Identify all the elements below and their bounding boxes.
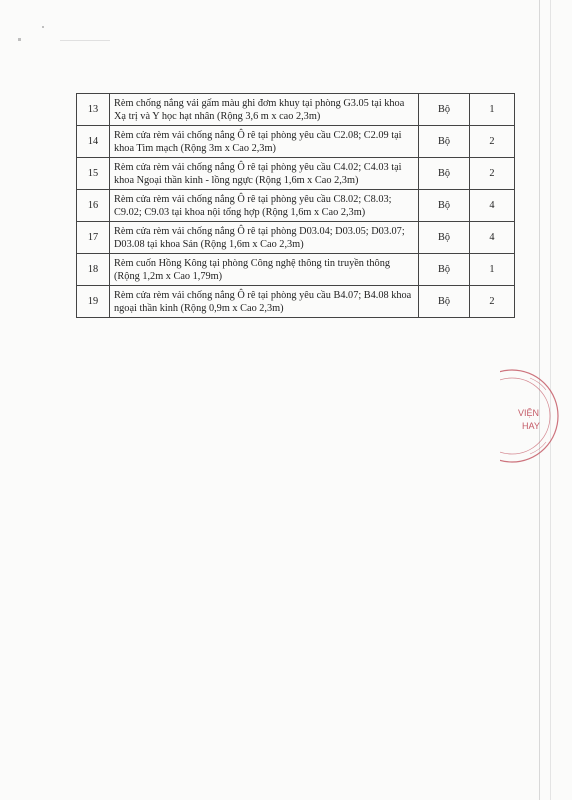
row-unit: Bộ xyxy=(419,94,470,126)
row-quantity: 2 xyxy=(470,126,515,158)
row-description: Rèm cửa rèm vải chống nắng Ô rê tại phòng yêu cầu B4.07; B4.08 khoa ngoại thần kinh (Rộng 0,9m x Cao 2,3m) xyxy=(110,286,419,318)
table-row xyxy=(77,222,515,254)
row-description: Rèm cửa rèm vải chống nắng Ô rê tại phòng yêu cầu C2.08; C2.09 tại khoa Tim mạch (Rộng 3m x Cao 2,3m) xyxy=(110,126,419,158)
row-number: 17 xyxy=(77,222,110,254)
seal-text-line2: HAY xyxy=(522,421,540,431)
row-description: Rèm cửa rèm vải chống nắng Ô rê tại phòng yêu cầu C4.02; C4.03 tại khoa Ngoại thần kinh - lồng ngực (Rộng 1,6m x Cao 2,3m) xyxy=(110,158,419,190)
items-table xyxy=(76,93,515,318)
row-unit: Bộ xyxy=(419,158,470,190)
seal-stamp xyxy=(500,368,570,464)
row-quantity: 4 xyxy=(470,190,515,222)
row-quantity: 2 xyxy=(470,158,515,190)
row-number: 15 xyxy=(77,158,110,190)
row-description: Rèm cuốn Hồng Kông tại phòng Công nghệ thông tin truyền thông (Rộng 1,2m x Cao 1,79m) xyxy=(110,254,419,286)
row-description: Rèm cửa rèm vải chống nắng Ô rê tại phòng yêu cầu C8.02; C8.03; C9.02; C9.03 tại khoa nội tổng hợp (Rộng 1,6m x Cao 2,3m) xyxy=(110,190,419,222)
table-row xyxy=(77,94,515,126)
row-unit: Bộ xyxy=(419,126,470,158)
table-row xyxy=(77,254,515,286)
row-unit: Bộ xyxy=(419,190,470,222)
table-row xyxy=(77,286,515,318)
row-quantity: 1 xyxy=(470,254,515,286)
row-unit: Bộ xyxy=(419,286,470,318)
row-unit: Bộ xyxy=(419,254,470,286)
table-row xyxy=(77,190,515,222)
row-unit: Bộ xyxy=(419,222,470,254)
row-quantity: 4 xyxy=(470,222,515,254)
scan-mark xyxy=(60,40,110,41)
row-quantity: 1 xyxy=(470,94,515,126)
seal-text-line1: VIỆN xyxy=(518,408,540,418)
row-number: 18 xyxy=(77,254,110,286)
row-quantity: 2 xyxy=(470,286,515,318)
scan-mark xyxy=(42,26,44,28)
row-number: 13 xyxy=(77,94,110,126)
row-number: 16 xyxy=(77,190,110,222)
table-row xyxy=(77,158,515,190)
row-number: 19 xyxy=(77,286,110,318)
row-number: 14 xyxy=(77,126,110,158)
row-description: Rèm chống nắng vải gấm màu ghi đơm khuy tại phòng G3.05 tại khoa Xạ trị và Y học hạt nhân (Rộng 3,6 m x cao 2,3m) xyxy=(110,94,419,126)
row-description: Rèm cửa rèm vải chống nắng Ô rê tại phòng D03.04; D03.05; D03.07; D03.08 tại khoa Sản (Rộng 1,6m x Cao 2,3m) xyxy=(110,222,419,254)
scan-mark xyxy=(18,38,21,41)
table-row xyxy=(77,126,515,158)
